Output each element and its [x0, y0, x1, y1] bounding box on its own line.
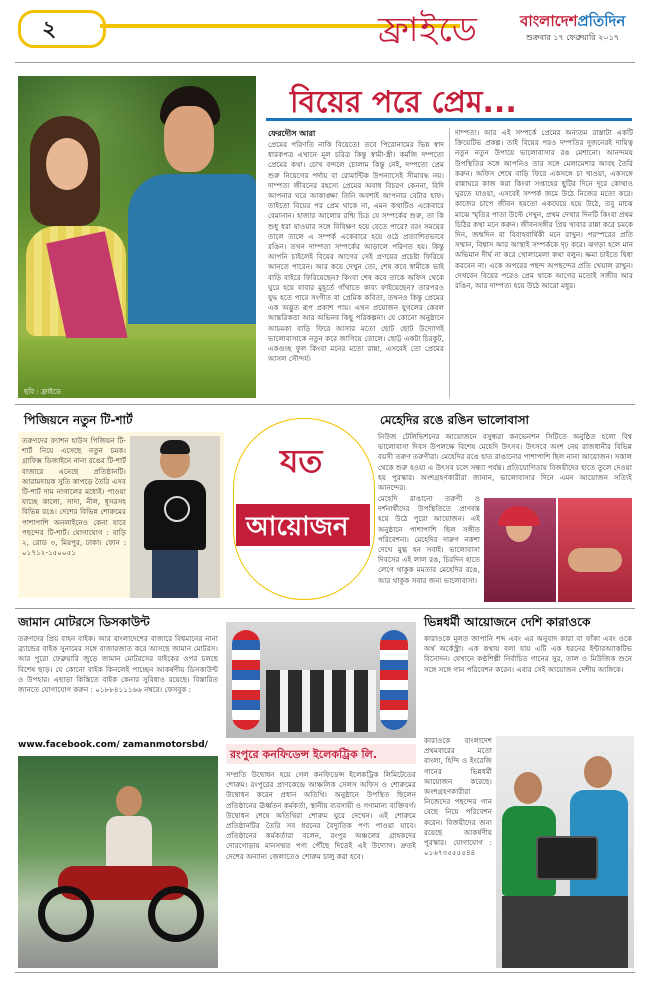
zaman-body: তরুণদের প্রিয় বাহন বাইক। আর বাংলাদেশের বাজারে বিশ্বমানের নানা ব্র্যান্ডের বাইক সুনামের সঙ্গে বাজারজাত করে আসছে জামান মোটরস। আর পুরো ফেব্রুয়ারি জুড়ে জামান মোটরসের বাইকের ওপর চলছে বিশেষ ছাড়। যে কোনো বাইক কিনলেই পাচ্ছেন আকর্ষণীয় ডিসকাউন্ট ও উপহার। এছাড়া কিস্তিতে বাইক কেনার সুবিধাও রয়েছে। বিস্তারিত জানতে যোগাযোগ করুন : ০১৮৮৪১১১৬৬ নম্বরে। ফেসবুক :	[18, 634, 218, 695]
zaman-facebook-link[interactable]: www.facebook.com/ zamanmotorsbd/	[18, 740, 208, 750]
headline: বিয়ের পরে প্রেম...	[290, 85, 517, 120]
mehedi-hands	[568, 548, 622, 572]
mehedi-body-2: মেহেদি রাঙানো তরুণী ও দর্শনার্থীদের উপস্থিতিতে প্রাণবন্ত হয়ে উঠে পুরো আয়োজন। এই অনুষ্ঠানে পাশাপাশি ছিল সঙ্গীত পরিবেশনা। মেহেদির দারুণ নকশা দেখে মুগ্ধ হন সবাই। ভালোবাসা দিবসের এই লাল রঙ, চিরদিন হাতে লেগে থাকুক মমতার মেহেদির রঙে, আর থাকুক সবার জন্য ভালোবাসা।	[378, 494, 480, 585]
brand-right: প্রতিদিন	[577, 12, 626, 30]
section-title: ফ্রাইডে	[378, 10, 478, 50]
tshirt-body: তরুণদের ফ্যাশন হাউস পিজিয়ন টি-শার্ট নিয়ে এসেছে নতুন চমক। গ্রাফিক্স ডিজাইনে নানা রঙের টি-শার্ট বাজারে এনেছে প্রতিষ্ঠানটি। আরামদায়ক সুতি কাপড়ে তৈরি এসব টি-শার্ট দাম নাগালের মধ্যেই। পাওয়া যাচ্ছে কালো, সাদা, নীল, ধূসরসহ বিভিন্ন রঙে। দেশের বিভিন্ন শোরুমের পাশাপাশি অনলাইনেও কেনা যাবে পছন্দের টি-শার্ট। যোগাযোগ : বাড়ি ২, রোড ৩, মিরপুর, ঢাকা। ফোন : ০১৭১২-১৫০০৫১	[22, 436, 126, 558]
person-2-head	[584, 756, 612, 788]
karaoke-device	[536, 836, 598, 880]
mehedi-photo-1	[484, 498, 556, 602]
bike-rear-wheel	[148, 886, 204, 942]
mehedi-photo-2	[558, 498, 632, 602]
row2-top-border	[15, 404, 635, 405]
article-col-2: দাম্পত্য। আর এই সম্পর্কে প্রেমের অন্যতম রাস্তাটা একটি ক্রিয়েটিভ প্রকল্প। তাই বিয়ের পরও দম্পতির দুজনেরই দায়িত্ব নতুন নতুন উপায়ে ভালোবাসার রঙ মেশানো। আনন্দময় উপস্থিতির সঙ্গে আপনিও তার সঙ্গে মেলামেশার আবহ তৈরি করুন। অফিস শেষে বাড়ি ফিরে একসঙ্গে চা খাওয়া, একসঙ্গে রান্নাঘরে কাজ করা কিংবা সপ্তাহের ছুটির দিনে দূরে কোথাও ঘুরতে যাওয়া, এসবেই সম্পর্ক জমে উঠে নিজের মতো করে। কাজের চাপে জীবন হয়তো একঘেয়ে হয়ে উঠে, তবু মাঝে মাঝে স্মৃতির পাতা উল্টে দেখুন, প্রথম দেখার দিনটি কিংবা প্রথম চিঠির কথা মনে করুন। জীবনসঙ্গীর প্রিয় খাবার রান্না করে চমকে দিন, জন্মদিন বা বিবাহবার্ষিকী মনে রাখুন। পরস্পরের প্রতি সম্মান, বিশ্বাস আর আস্থাই সম্পর্ককে দৃঢ় করে। ঝগড়া হলে মান অভিমান দীর্ঘ না করে খোলামেলা কথা বলুন। ক্ষমা চাইতে দ্বিধা করবেন না। একে অপরের পছন্দ অপছন্দের প্রতি খেয়াল রাখুন। দেখবেন বিয়ের পরেও প্রেম থাকে আগের মতোই সজীব আর রঙিন, আর দাম্পত্য হয়ে উঠে আরো মধুর।	[455, 128, 633, 291]
rangpur-title: রংপুরে কনফিডেন্স ইলেকট্রিক লি.	[230, 748, 378, 761]
tshirt-print	[164, 496, 190, 522]
column-divider	[449, 128, 450, 398]
model-hair	[160, 440, 190, 454]
tshirt-title: পিজিয়নে নতুন টি-শার্ট	[24, 413, 133, 427]
karaoke-title: ভিন্নধর্মী আয়োজনে দেশি কারাওকে	[424, 615, 591, 629]
photo-caption: ছবি : ফ্রাইডে	[24, 388, 61, 396]
bike-front-wheel	[38, 886, 94, 942]
row3-top-border	[15, 608, 635, 609]
page-number-badge	[18, 10, 106, 48]
guests-group	[266, 670, 376, 732]
bike-photo	[18, 756, 218, 968]
article-col-1: প্রেমের পরিণতি নাকি বিয়েতে! তবে পিরোনামের ভিন্ন স্বাদ ধারকপত্র এখানে মূল চরিত্র কিন্তু স্বামী-স্ত্রী। কর্মজি দম্পত্যে প্রেমের কথা। চোখ বন্দলে চোলাম কিন্তু নেই, দম্পত্যে প্রেম শুরু নিয়েগের পর্দায় বা রোমান্টিক উপন্যাসেই সীমাবদ্ধ নয়। দাম্পত্য জীবনের রহস্যে প্রেমের অবাধ বিচরণ কেননা, বিদি আপনার ঘরে আকাঙ্ক্ষা তিনি অবশ্যই আপনার বেটার হাফ। তাইতো বিয়ের পর প্রেম থাকে না, এমন কথাটিও একেবারে বেমানান। হাজার আলোর রশ্মি চিত্র যে সম্পর্কের শুরু, তা কি শুধু ধরা যাওয়ার সঙ্গে বিবিক্ষণ হয়ে যেতে পারে? বরং সময়ের তালে তালে এ সম্পর্ক একেবারে হয়ে ওঠে প্রত্যাশিতভাবে রঙিন। তখন দাম্পত্য সম্পর্কের আড়ালে পরিণত হয়। কিন্তু আপনি চাইলেই বিয়ের আগের সেই প্রণয়ের প্রচেষ্টা ফিরিয়ে আনতে পারেন। আর কয়ে দেখুন তো, শেষ কবে স্বামীকে ভাই বাড়ি বাইরে ফিরিয়েছেন? কিংবা শেষ কবে তাকে অফিস থেকে ঘুরে হয়ে যাবার মুহূর্তে গাঁথাতে কাব্য ফাইয়েছেন? তারপরও যুদ্ধ হতে পারে সংগীত বা প্রেমিক কবিতা, তখনও কিন্তু প্রেমের এক অদ্ভুত রূপ প্রকাশ পায়। এখন প্রয়োজন যুগলের কেবল আন্তরিকতা আর অভিনব কিছু পরিকল্পনা। যে কোনো অনুষ্ঠানে আচমকা বাড়ি ফিরে আসার মতো ছোট ছোট উদ্যোগই ভালোবাসাকে নতুন করে জাগিয়ে তোলে। ছোট্ট একটা চিরকুট, একগুচ্ছ ফুল কিংবা মনের মতো রান্না, এসবেই তো প্রেমের আসল সৌন্দর্য।	[268, 140, 444, 364]
zaman-title: জামান মোটরসে ডিসকাউন্ট	[18, 615, 150, 629]
model-jeans	[152, 550, 198, 598]
tshirt-model-photo	[130, 436, 220, 598]
zaman-box	[18, 612, 218, 968]
karaoke-photo	[496, 736, 634, 968]
karaoke-box	[422, 612, 634, 968]
header-date: শুক্রবার ১৭ ফেব্রুয়ারি ২০১৭	[526, 33, 620, 42]
balloon-arch-left	[232, 630, 260, 730]
balloon-arch-right	[380, 630, 408, 730]
jato-ayojon-line2: আয়োজন	[246, 512, 349, 542]
rangpur-body: সম্প্রতি উদ্বোধন হয়ে গেল কনফিডেন্স ইলেকট্রিক লিমিটেডের শোরুম। রংপুরের প্রাণকেন্দ্রে আঞ্চলিক সেলস অফিস ও শোরুমের উদ্বোধন করেন প্রধান অতিথি। অনুষ্ঠানে উপস্থিত ছিলেন প্রতিষ্ঠানের ঊর্ধ্বতন কর্মকর্তা, স্থানীয় ব্যবসায়ী ও গণ্যমান্য ব্যক্তিবর্গ। উদ্বোধন শেষে অতিথিরা শোরুম ঘুরে দেখেন। এই শোরুমে প্রতিষ্ঠানটির তৈরি সব ধরনের বৈদ্যুতিক পণ্য পাওয়া যাবে। প্রতিষ্ঠানের কর্মকর্তারা বলেন, রংপুর অঞ্চলের গ্রাহকদের দোরগোড়ায় মানসম্মত পণ্য পৌঁছে দিতেই এই উদ্যোগ। দ্রুতই দেশের অন্যান্য জেলাতেও শোরুম চালু করা হবে।	[226, 770, 416, 861]
page-number: ২	[42, 17, 57, 42]
person-pants	[502, 896, 628, 968]
person-1-head	[514, 772, 542, 804]
byline: ফেরদৌস আরা	[268, 129, 316, 138]
page-header	[0, 0, 650, 66]
mehedi-box	[376, 408, 634, 604]
man-face	[164, 106, 214, 172]
mehedi-woman-hijab	[498, 506, 540, 526]
page-bottom-border	[15, 972, 635, 973]
rider-head	[116, 786, 142, 816]
tshirt-box	[18, 408, 224, 598]
rangpur-box	[226, 612, 416, 968]
woman-face	[46, 138, 88, 190]
karaoke-body: কারাওকে মূলত জাপানি শব্দ এবং এর অনুবাদ কারা বা ফাঁকা এবং ওকে অর্থ অর্কেস্ট্রা। এক কথায় বলা যায় এটি এক ধরনের ইন্টারঅ্যাকটিভ বিনোদন। যেখানে কণ্ঠশিল্পী নির্বাচিত গানের সুর, তাল ও মিউজিক শুনে সঙ্গে সঙ্গে গান পরিবেশন করেন। এবার সেই আয়োজন দেশীয় আঙ্গিকে।	[424, 634, 632, 674]
jato-ayojon-line1: যত	[280, 442, 323, 480]
brand-left: বাংলাদেশ	[520, 12, 578, 30]
ribbon-cutting-photo	[226, 622, 416, 738]
mehedi-body: নিউজ টেলিভিশনের আয়োজনে বসুন্ধরা কনভেনশন সিটিতে অনুষ্ঠিত হলো বিশ্ব ভালোবাসা দিবস উপলক্ষে বিশেষ মেহেদি উৎসব। উৎসবে অংশ নেয় রাজধানীর বিভিন্ন বয়সী তরুণ তরুণীরা। মেহেদির রঙে হাত রাঙানোর পাশাপাশি ছিল নানা আয়োজন। সকাল থেকে শুরু হওয়া এ উৎসব চলে সন্ধ্যা পর্যন্ত। প্রতিযোগিতায় বিজয়ীদের হাতে তুলে দেওয়া হয় পুরস্কার। অংশগ্রহণকারীরা জানান, ভালোবাসার দিনে এমন আয়োজন সত্যিই আনন্দের।	[378, 432, 632, 492]
header-divider	[15, 62, 635, 63]
man-shirt	[128, 174, 256, 324]
couple-photo	[18, 76, 256, 398]
karaoke-body-2: কারাওকে বাংলাদেশ প্রথমবারের মতো বাংলা, হিন্দি ও ইংরেজি গানের ভিন্নধর্মী আয়োজন করেছে। অংশগ্রহণকারীরা নিজেদের পছন্দের গান বেছে নিয়ে পরিবেশন করেন। বিজয়ীদের জন্য রয়েছে আকর্ষণীয় পুরস্কার। যোগাযোগ : ০১৬৭৩৫৫৫৫৪৪	[424, 736, 492, 858]
mehedi-title: মেহেদির রঙে রঙিন ভালোবাসা	[380, 413, 529, 427]
